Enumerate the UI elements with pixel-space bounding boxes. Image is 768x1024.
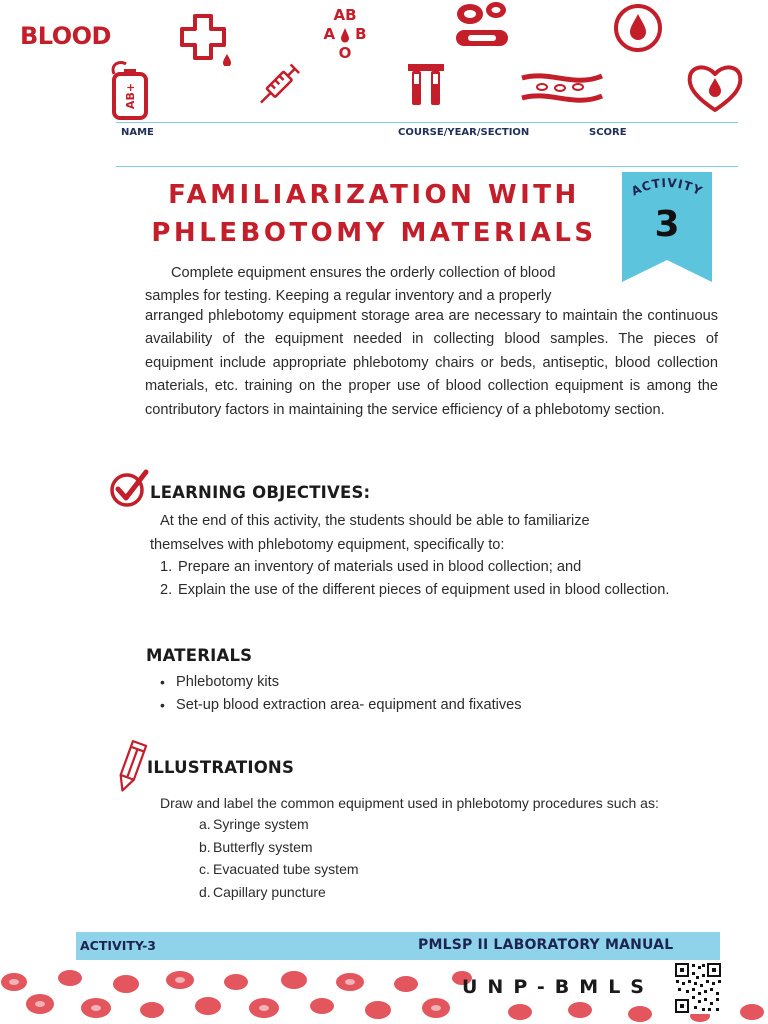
materials-list xyxy=(160,671,720,718)
blood-bag-icon xyxy=(104,58,154,122)
objectives-intro-2: themselves with phlebotomy equipment, specifically to: xyxy=(150,537,505,553)
badge-label: ACTIVITY xyxy=(629,175,705,199)
blood-drop-icon xyxy=(612,2,664,54)
page-title xyxy=(150,176,598,252)
course-field-label: COURSE/YEAR/SECTION xyxy=(398,127,530,138)
intro-line-2: samples for testing. Keeping a regular inventory and a properly xyxy=(145,288,552,304)
list-item: c. Evacuated tube system xyxy=(199,861,359,877)
objectives-list xyxy=(160,556,712,603)
list-item: 1. Prepare an inventory of materials used in blood collection; and xyxy=(160,559,582,575)
list-item: • Set-up blood extraction area- equipment and fixatives xyxy=(160,697,522,714)
list-item: b. Butterfly system xyxy=(199,838,313,855)
objectives-heading: LEARNING OBJECTIVES: xyxy=(150,483,371,502)
checkmark-icon xyxy=(108,468,150,508)
blood-vessel-icon xyxy=(520,68,604,108)
intro-paragraph: arranged phlebotomy equipment storage area are necessary to maintain the continuous availability of the equipment needed in collecting blood samples. The pieces of equipment include appropriate phlebotomy chairs or beds, antiseptic, blood collection materials, etc. training on the proper use of blood collection equipment is among the contributory factors in maintaining the service efficiency of a phlebotomy section. xyxy=(145,308,718,418)
medical-cross-icon xyxy=(178,12,234,66)
abo-b-label: B xyxy=(355,25,367,43)
illustrations-heading: ILLUSTRATIONS xyxy=(147,758,295,777)
red-blood-cells-icon xyxy=(450,0,514,52)
answer-line[interactable] xyxy=(116,166,738,167)
name-field-label: NAME xyxy=(121,127,154,138)
list-item: • Phlebotomy kits xyxy=(160,674,280,690)
top-rule xyxy=(116,122,738,123)
blood-logo-text: BLOOD xyxy=(20,22,111,50)
title-line-2: PHLEBOTOMY MATERIALS xyxy=(151,218,597,248)
drop-icon xyxy=(340,27,350,43)
abo-o-label: O xyxy=(338,44,352,62)
abo-a-label: A xyxy=(323,25,336,43)
syringe-icon xyxy=(250,54,310,116)
blood-bag-label: AB+ xyxy=(124,82,137,110)
illustrations-list xyxy=(199,813,499,903)
footer-org: UNP-BMLS xyxy=(462,976,654,998)
blood-type-icon xyxy=(322,6,368,63)
footer-activity: ACTIVITY-3 xyxy=(80,938,156,953)
intro-line-1: Complete equipment ensures the orderly collection of blood xyxy=(171,265,556,281)
title-line-1: FAMILIARIZATION WITH xyxy=(168,180,580,210)
footer-manual: PMLSP II LABORATORY MANUAL xyxy=(418,937,674,953)
badge-number: 3 xyxy=(654,204,680,245)
activity-badge xyxy=(620,172,714,284)
test-tubes-icon xyxy=(404,60,448,108)
list-item: a. Syringe system xyxy=(199,816,309,832)
objectives-intro: At the end of this activity, the students should be able to familiarize xyxy=(160,513,590,529)
abo-ab-label: AB xyxy=(333,6,357,24)
qr-code-icon[interactable] xyxy=(674,962,722,1014)
materials-heading: MATERIALS xyxy=(146,646,253,665)
pencil-icon xyxy=(114,738,148,796)
list-item: d. Capillary puncture xyxy=(199,883,326,900)
heart-drop-icon xyxy=(684,60,746,116)
score-field-label: SCORE xyxy=(589,127,627,138)
list-item: 2. Explain the use of the different pieces of equipment used in blood collection. xyxy=(160,582,670,599)
illustrations-instruction: Draw and label the common equipment used in phlebotomy procedures such as: xyxy=(160,795,659,811)
